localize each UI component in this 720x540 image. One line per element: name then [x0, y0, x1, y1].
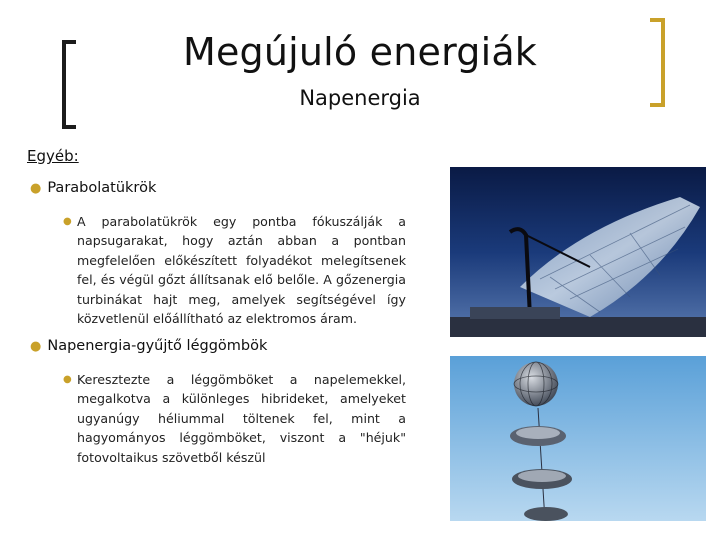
parabolic-mirror-photo: [450, 167, 706, 337]
bullet-parabola: [30, 180, 156, 196]
sub-bullet-parabola: [63, 212, 406, 328]
bullet-dot-icon: ●: [30, 338, 42, 354]
left-bracket-decoration: [62, 40, 76, 129]
slide-title: Megújuló energiák: [182, 30, 538, 74]
section-heading: Egyéb:: [27, 147, 79, 165]
bullet-dot-icon: ●: [63, 216, 72, 227]
slide-subtitle: Napenergia: [299, 86, 421, 110]
bullet-dot-icon: ●: [30, 180, 42, 196]
sub-bullet-balloons: [63, 370, 406, 467]
sub-bullet-text: Keresztezte a léggömböket a napelemekkel, megalkotva a különleges hibrideket, amelyeket ugyanúgy héliummal töltenek fel, mint a hagyományos léggömböket, viszont a "héjuk" fotovoltaikus szövetből készül: [77, 372, 406, 465]
bullet-label: Napenergia-gyűjtő léggömbök: [47, 338, 268, 354]
bullet-dot-icon: ●: [63, 374, 72, 385]
sub-bullet-text: A parabolatükrök egy pontba fókuszálják a napsugarakat, hogy aztán abban a pontban megfelelően előkészített folyadékot melegítsenek fel, és végül gőzt állítsanak elő belőle. A gőzenergia turbinákat hajt meg, amelyek segítségével így közvetlenül előállítható az elektromos áram.: [77, 214, 406, 327]
right-bracket-decoration: [650, 18, 665, 107]
bullet-label: Parabolatükrök: [47, 180, 157, 196]
bullet-balloons: [30, 338, 267, 354]
solar-balloons-photo: [450, 356, 706, 521]
